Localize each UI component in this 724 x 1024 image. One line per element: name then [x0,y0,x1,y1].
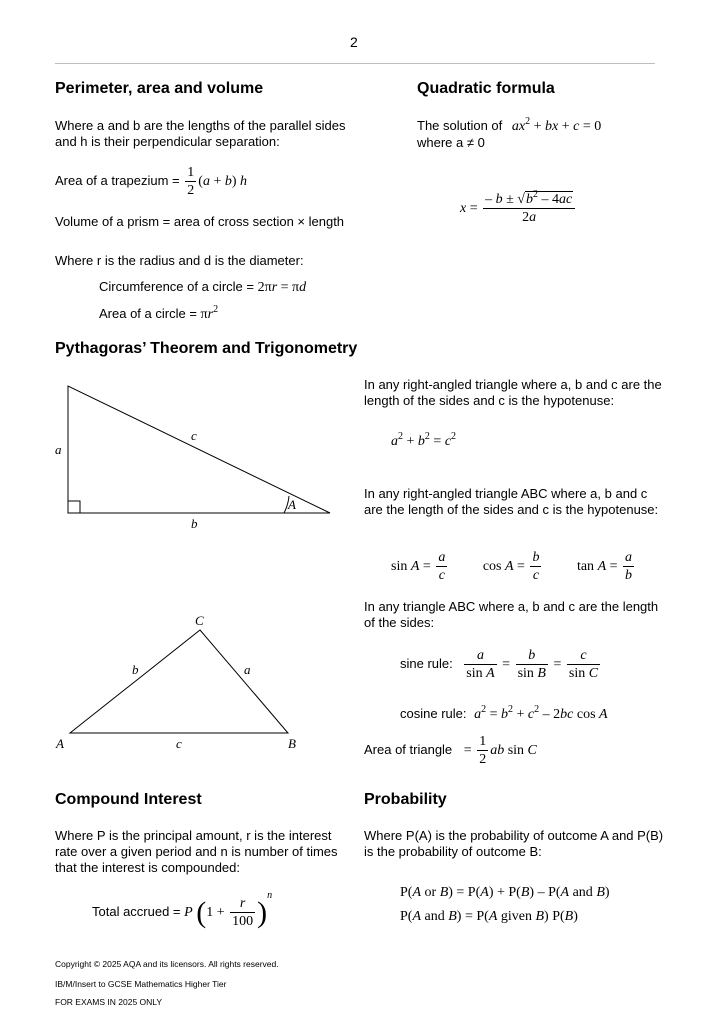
pythagoras-formula: $a^2 + b^2 = c^2$ [391,431,457,449]
trapezium-label: Area of a trapezium = [55,173,180,188]
sine-ratio: sin A = $\frac{a}{c}$ [391,550,446,584]
svg-text:c: c [176,736,182,751]
heading-quadratic: Quadratic formula [417,80,555,97]
sine-rule: sine rule: $\frac{a}{\text{sin A}}$ = $\frac{b}{\text{sin B}}$ = $\frac{c}{\text{sin C}}$ [400,648,599,682]
svg-text:B: B [288,736,296,751]
svg-text:b: b [191,516,198,531]
circumference-formula: Circumference of a circle = 2πr = πd [99,279,307,295]
document-code: IB/M/Insert to GCSE Mathematics Higher Tier [55,979,227,989]
cosine-rule-label: cosine rule: [400,706,467,721]
trapezium-intro-1: Where a and b are the lengths of the parallel sides [55,118,346,133]
circle-area-formula: Area of a circle = $\pi r^2$ [99,304,219,322]
quadratic-line-1: The solution of $ax^2$ + bx + c = 0 [417,116,602,134]
svg-text:c: c [191,428,197,443]
copyright: Copyright © 2025 AQA and its licensors. All rights reserved. [55,959,279,969]
pythagoras-para-2: In any right-angled triangle ABC where a, b and c are the length of the sides and c is the hypotenuse: [364,486,659,517]
page-number: 2 [350,34,358,50]
prism-formula: Volume of a prism = area of cross section × length [55,214,345,229]
tangent-ratio: tan A = $\frac{a}{b}$ [576,550,633,584]
sine-rule-label: sine rule: [400,656,453,671]
svg-text:a: a [55,442,62,457]
svg-text:A: A [56,736,64,751]
quadratic-fraction: $\frac{- b \pm √b^2 - 4ac}{2a}$ [483,191,575,226]
heading-compound: Compound Interest [55,791,202,808]
half-fraction: $\frac{1}{2}$ [187,165,195,199]
probability-or: P(A or B) = P(A) + P(B) – P(A and B) [400,885,610,900]
svg-text:a: a [244,662,251,677]
total-accrued-label: Total accrued = [92,904,181,919]
svg-text:b: b [132,662,139,677]
exam-notice: FOR EXAMS IN 2025 ONLY [55,997,163,1007]
heading-probability: Probability [364,791,447,808]
general-triangle-diagram [50,610,310,755]
compound-formula: Total accrued = P (1 + $\frac{r}{100}$ )$^n$ [92,890,273,930]
cosine-ratio: cos A = $\frac{b}{c}$ [482,550,540,584]
svg-text:A: A [288,497,296,512]
circumference-label: Circumference of a circle = [99,279,254,294]
trig-ratios [391,549,636,585]
quadratic-line-2: where a ≠ 0 [417,135,485,150]
probability-para: Where P(A) is the probability of outcome A and P(B) is the probability of outcome B: [364,828,664,859]
trapezium-formula: Area of a trapezium = $\frac{1}{2}$ (a + b) h [55,165,248,199]
right-triangle-diagram [48,378,348,538]
circle-intro: Where r is the radius and d is the diameter: [55,253,304,268]
header-divider [55,63,655,64]
circle-area-label: Area of a circle = [99,306,197,321]
pythagoras-para-1: In any right-angled triangle where a, b and c are the length of the sides and c is the hypotenuse: [364,377,662,408]
svg-text:C: C [195,613,204,628]
heading-pythagoras: Pythagoras’ Theorem and Trigonometry [55,340,358,357]
triangle-area: Area of triangle = $\frac{1}{2}$ ab sin C [364,734,537,768]
triangle-area-label: Area of triangle [364,742,453,757]
quadratic-formula: x = $\frac{- b \pm √b^2 - 4ac}{2a}$ [460,190,577,228]
trapezium-intro-2: and h is their perpendicular separation: [55,134,280,149]
compound-para: Where P is the principal amount, r is the interest rate over a given period and n is number of times that the interest is compounded: [55,828,338,875]
cosine-rule: cosine rule: $a^2 = b^2 + c^2 - 2bc$ cos A [400,704,608,722]
heading-perimeter: Perimeter, area and volume [55,80,264,97]
pythagoras-para-3: In any triangle ABC where a, b and c are the length of the sides: [364,599,659,630]
probability-and: P(A and B) = P(A given B) P(B) [400,909,578,924]
